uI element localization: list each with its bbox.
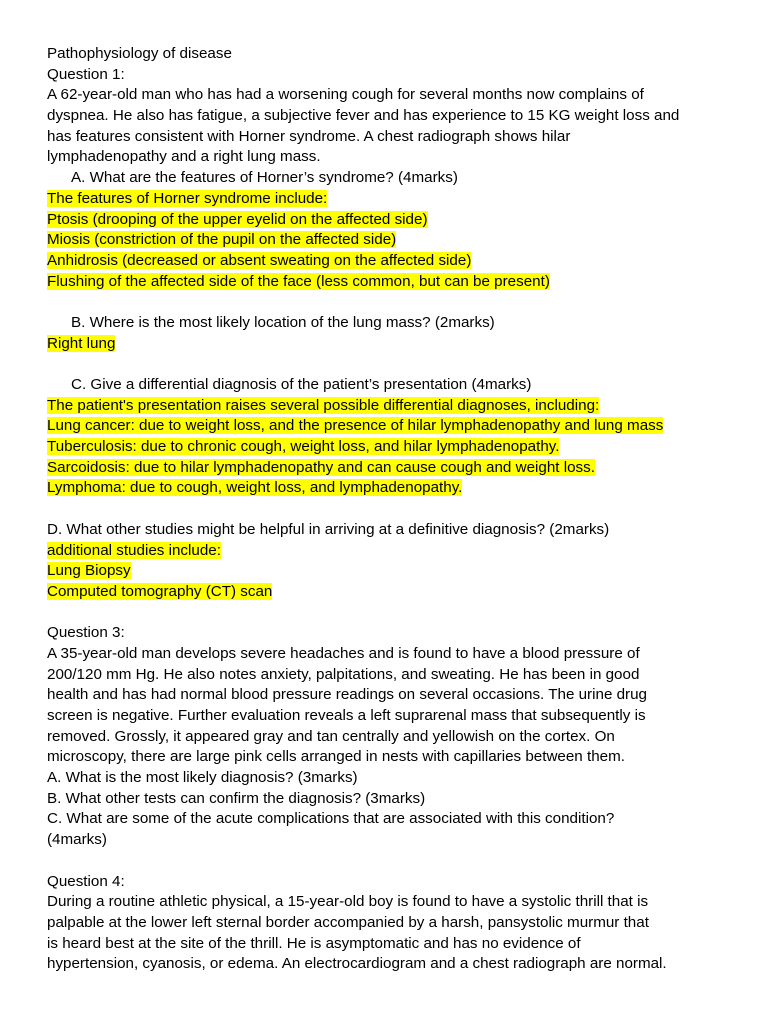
body-line: hypertension, cyanosis, or edema. An electrocardiogram and a chest radiograph are normal. <box>47 955 667 973</box>
question-1-body <box>47 85 737 168</box>
spacer <box>47 499 737 520</box>
question-1d-answer <box>47 541 737 603</box>
highlighted-answer-line: Lymphoma: due to cough, weight loss, and lymphadenopathy. <box>47 479 463 497</box>
document-page <box>47 44 737 975</box>
body-line: has features consistent with Horner syndrome. A chest radiograph shows hilar <box>47 127 571 145</box>
spacer <box>47 292 737 313</box>
highlighted-answer-line: Miosis (constriction of the pupil on the affected side) <box>47 231 397 249</box>
highlighted-answer-line: Sarcoidosis: due to hilar lymphadenopathy and can cause cough and weight loss. <box>47 458 595 476</box>
document-title: Pathophysiology of disease <box>47 45 232 62</box>
body-line: palpable at the lower left sternal border accompanied by a harsh, pansystolic murmur that <box>47 913 649 931</box>
subquestion-line: (4marks) <box>47 831 107 849</box>
spacer <box>47 851 737 872</box>
spacer <box>47 603 737 624</box>
question-3-subquestions <box>47 768 737 851</box>
body-line: microscopy, there are large pink cells arranged in nests with capillaries between them. <box>47 748 625 766</box>
question-4-heading: Question 4: <box>47 872 125 890</box>
highlighted-answer-line: additional studies include: <box>47 541 221 559</box>
question-4-body <box>47 892 737 975</box>
body-line: removed. Grossly, it appeared gray and tan centrally and yellowish on the cortex. On <box>47 727 615 745</box>
body-line: 200/120 mm Hg. He also notes anxiety, palpitations, and sweating. He has been in good <box>47 665 640 683</box>
question-1a-prompt: A. What are the features of Horner’s syndrome? (4marks) <box>71 169 458 187</box>
subquestion-line: C. What are some of the acute complications that are associated with this condition? <box>47 810 615 828</box>
body-line: is heard best at the site of the thrill. He is asymptomatic and has no evidence of <box>47 934 581 952</box>
subquestion-line: B. What other tests can confirm the diagnosis? (3marks) <box>47 789 426 807</box>
question-3-body <box>47 644 737 768</box>
body-line: health and has had normal blood pressure readings on several occasions. The urine drug <box>47 686 648 704</box>
highlighted-answer-line: The patient's presentation raises several possible differential diagnoses, including: <box>47 396 600 414</box>
highlighted-answer-line: Lung cancer: due to weight loss, and the presence of hilar lymphadenopathy and lung mass <box>47 417 664 435</box>
body-line: A 62-year-old man who has had a worsening cough for several months now complains of <box>47 86 644 104</box>
question-1d-prompt: D. What other studies might be helpful in arriving at a definitive diagnosis? (2marks) <box>47 520 610 538</box>
body-line: lymphadenopathy and a right lung mass. <box>47 148 321 166</box>
question-1a-answer <box>47 189 737 292</box>
body-line: During a routine athletic physical, a 15-year-old boy is found to have a systolic thrill that is <box>47 893 649 911</box>
highlighted-answer-line: Anhidrosis (decreased or absent sweating on the affected side) <box>47 251 472 269</box>
body-line: A 35-year-old man develops severe headaches and is found to have a blood pressure of <box>47 644 640 662</box>
highlighted-answer-line: The features of Horner syndrome include: <box>47 189 328 207</box>
question-1c-answer <box>47 396 737 499</box>
highlighted-answer-line: Right lung <box>47 334 116 352</box>
question-1b-prompt: B. Where is the most likely location of the lung mass? (2marks) <box>71 313 495 331</box>
highlighted-answer-line: Ptosis (drooping of the upper eyelid on the affected side) <box>47 210 428 228</box>
spacer <box>47 354 737 375</box>
subquestion-line: A. What is the most likely diagnosis? (3marks) <box>47 769 358 787</box>
body-line: screen is negative. Further evaluation reveals a left suprarenal mass that subsequently is <box>47 707 646 724</box>
highlighted-answer-line: Flushing of the affected side of the face (less common, but can be present) <box>47 272 550 290</box>
highlighted-answer-line: Computed tomography (CT) scan <box>47 582 273 600</box>
body-line: dyspnea. He also has fatigue, a subjective fever and has experience to 15 KG weight loss and <box>47 107 680 125</box>
question-1c-prompt: C. Give a differential diagnosis of the patient’s presentation (4marks) <box>71 376 532 393</box>
highlighted-answer-line: Lung Biopsy <box>47 562 131 580</box>
question-3-heading: Question 3: <box>47 624 125 642</box>
question-1b-answer <box>47 334 737 355</box>
highlighted-answer-line: Tuberculosis: due to chronic cough, weight loss, and hilar lymphadenopathy. <box>47 438 560 456</box>
question-1-heading: Question 1: <box>47 65 125 83</box>
